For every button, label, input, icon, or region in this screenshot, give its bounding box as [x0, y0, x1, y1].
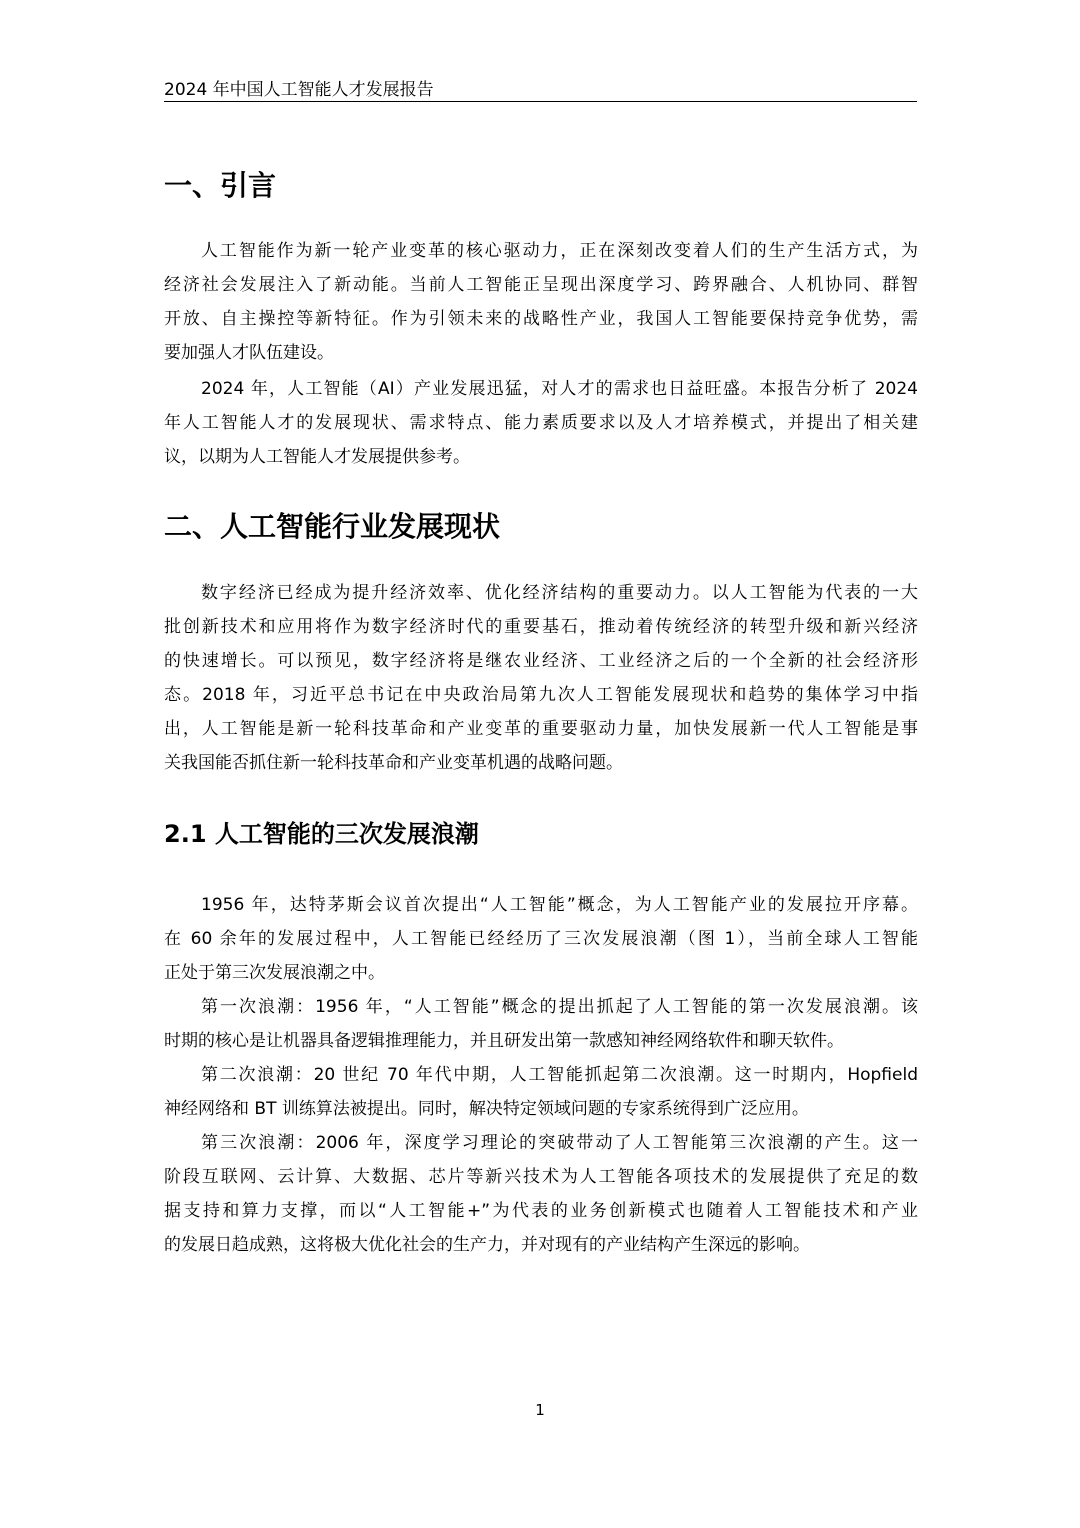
section-heading-industry: 二、人工智能行业发展现状	[164, 510, 501, 543]
intro-paragraph-2	[164, 372, 918, 474]
text-line: 第二次浪潮：20 世纪 70 年代中期，人工智能抓起第二次浪潮。这一时期内，Hopfield	[201, 1065, 918, 1085]
text-line: 态。2018 年，习近平总书记在中央政治局第九次人工智能发展现状和趋势的集体学习中指	[164, 685, 918, 705]
text-line: 经济社会发展注入了新动能。当前人工智能正呈现出深度学习、跨界融合、人机协同、群智	[164, 275, 918, 295]
text-line: 第一次浪潮：1956 年，“人工智能”概念的提出抓起了人工智能的第一次发展浪潮。该	[201, 997, 918, 1017]
text-line: 数字经济已经成为提升经济效率、优化经济结构的重要动力。以人工智能为代表的一大	[201, 583, 918, 603]
text-line: 关我国能否抓住新一轮科技革命和产业变革机遇的战略问题。	[164, 753, 623, 773]
text-line: 要加强人才队伍建设。	[164, 343, 334, 363]
waves-paragraph-third-wave	[164, 1126, 918, 1262]
text-line: 议，以期为人工智能人才发展提供参考。	[164, 447, 470, 467]
industry-paragraph-1	[164, 576, 918, 780]
text-line: 神经网络和 BT 训练算法被提出。同时，解决特定领域问题的专家系统得到广泛应用。	[164, 1099, 809, 1119]
page-number: 1	[535, 1401, 545, 1419]
text-line: 的发展日趋成熟，这将极大优化社会的生产力，并对现有的产业结构产生深远的影响。	[164, 1235, 810, 1255]
text-line: 批创新技术和应用将作为数字经济时代的重要基石，推动着传统经济的转型升级和新兴经济	[164, 617, 918, 637]
section-heading-intro: 一、引言	[164, 169, 277, 202]
text-line: 阶段互联网、云计算、大数据、芯片等新兴技术为人工智能各项技术的发展提供了充足的数	[164, 1167, 918, 1187]
waves-paragraph-second-wave	[164, 1058, 918, 1126]
text-line: 1956 年，达特茅斯会议首次提出“人工智能”概念，为人工智能产业的发展拉开序幕。	[201, 895, 918, 915]
running-header-title: 2024 年中国人工智能人才发展报告	[164, 80, 434, 100]
text-line: 第三次浪潮：2006 年，深度学习理论的突破带动了人工智能第三次浪潮的产生。这一	[201, 1133, 918, 1153]
text-line: 时期的核心是让机器具备逻辑推理能力，并且研发出第一款感知神经网络软件和聊天软件。	[164, 1031, 844, 1051]
text-line: 据支持和算力支撑，而以“人工智能+”为代表的业务创新模式也随着人工智能技术和产业	[164, 1201, 918, 1221]
waves-paragraph-1	[164, 888, 918, 990]
subsection-heading-waves: 2.1 人工智能的三次发展浪潮	[164, 820, 479, 848]
intro-paragraph-1	[164, 234, 918, 370]
text-line: 出，人工智能是新一轮科技革命和产业变革的重要驱动力量，加快发展新一代人工智能是事	[164, 719, 918, 739]
waves-paragraph-first-wave	[164, 990, 918, 1058]
text-line: 在 60 余年的发展过程中，人工智能已经经历了三次发展浪潮（图 1），当前全球人工智能	[164, 929, 918, 949]
text-line: 开放、自主操控等新特征。作为引领未来的战略性产业，我国人工智能要保持竞争优势，需	[164, 309, 918, 329]
text-line: 年人工智能人才的发展现状、需求特点、能力素质要求以及人才培养模式，并提出了相关建	[164, 413, 918, 433]
text-line: 人工智能作为新一轮产业变革的核心驱动力，正在深刻改变着人们的生产生活方式，为	[201, 241, 918, 261]
text-line: 正处于第三次发展浪潮之中。	[164, 963, 385, 983]
text-line: 2024 年，人工智能（AI）产业发展迅猛，对人才的需求也日益旺盛。本报告分析了 2024	[201, 379, 918, 399]
text-line: 的快速增长。可以预见，数字经济将是继农业经济、工业经济之后的一个全新的社会经济形	[164, 651, 918, 671]
header-rule	[164, 101, 917, 102]
